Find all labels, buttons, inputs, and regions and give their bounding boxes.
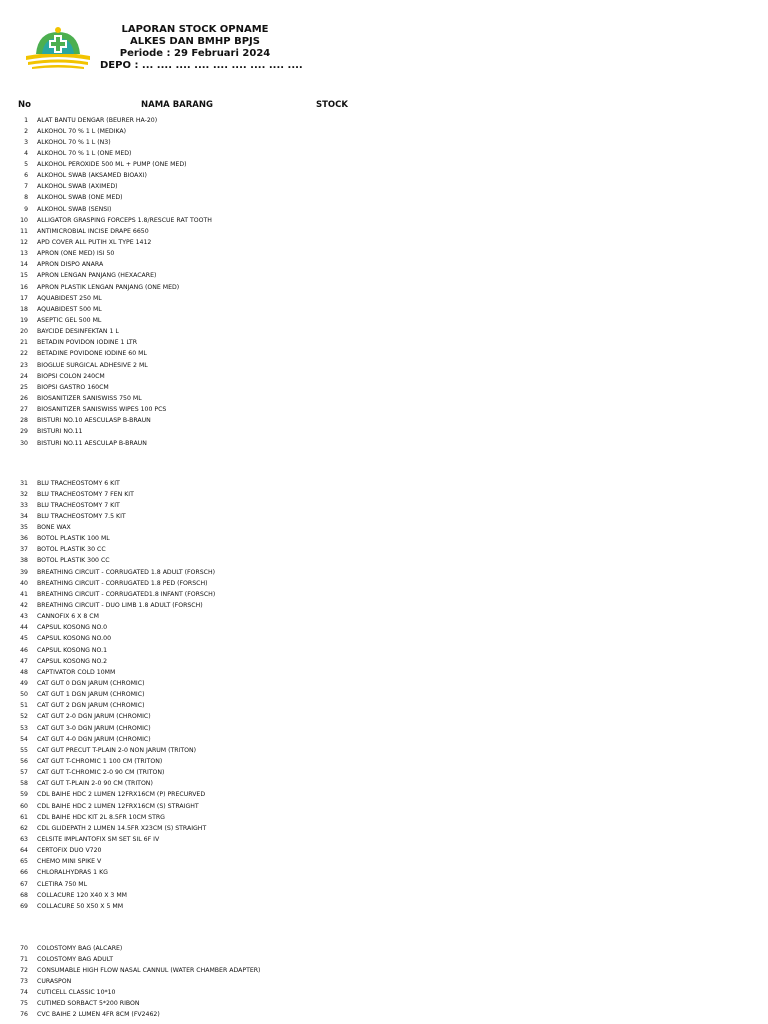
item-name: CAT GUT 0 DGN JARUM (CHROMIC) — [37, 680, 145, 688]
table-row — [0, 326, 768, 337]
item-name: CLETIRA 750 ML — [37, 880, 88, 888]
item-name: CAT GUT T-CHROMIC 1 100 CM (TRITON) — [37, 758, 163, 766]
column-header-no: No — [18, 100, 31, 110]
item-name: ALKOHOL SWAB (AXIMED) — [37, 183, 118, 191]
item-name: ANTIMICROBIAL INCISE DRAPE 6650 — [37, 227, 149, 235]
row-number: 52 — [20, 713, 28, 721]
table-row — [0, 282, 768, 293]
row-number: 36 — [20, 535, 28, 543]
table-row — [0, 159, 768, 170]
row-number: 73 — [20, 977, 28, 985]
row-number: 55 — [20, 746, 28, 754]
table-row — [0, 522, 768, 533]
row-number: 59 — [20, 791, 28, 799]
item-name: BLU TRACHEOSTOMY 7.5 KIT — [37, 512, 126, 520]
item-name: APRON LENGAN PANJANG (HEXACARE) — [37, 272, 157, 280]
row-number: 42 — [20, 602, 28, 610]
item-name: CDL GLIDEPATH 2 LUMEN 14.5FR X23CM (S) STRAIGHT — [37, 824, 207, 832]
table-row — [0, 689, 768, 700]
table-row — [0, 404, 768, 415]
item-name: CAPTIVATOR COLD 10MM — [37, 668, 116, 676]
row-number: 44 — [20, 624, 28, 632]
table-row — [0, 126, 768, 137]
row-number: 26 — [20, 395, 28, 403]
item-name: CUTIMED SORBACT 5*200 RIBON — [37, 1000, 140, 1008]
row-number: 61 — [20, 813, 28, 821]
row-number: 57 — [20, 769, 28, 777]
table-row — [0, 633, 768, 644]
row-number: 15 — [20, 272, 28, 280]
item-name: ALKOHOL PEROXIDE 500 ML + PUMP (ONE MED) — [37, 161, 187, 169]
item-name: CAPSUL KOSONG NO.2 — [37, 657, 108, 665]
table-row — [0, 976, 768, 987]
item-name: BISTURI NO.10 AESCULASP B-BRAUN — [37, 417, 151, 425]
row-number: 21 — [20, 339, 28, 347]
item-name: BISTURI NO.11 AESCULAP B-BRAUN — [37, 439, 147, 447]
item-name: BREATHING CIRCUIT - CORRUGATED 1.8 PED (FORSCH) — [37, 579, 208, 587]
item-name: ALAT BANTU DENGAR (BEURER HA-20) — [37, 116, 158, 124]
item-name: BISTURI NO.11 — [37, 428, 83, 436]
table-row — [0, 890, 768, 901]
report-title: LAPORAN STOCK OPNAME — [121, 24, 269, 35]
item-name: APRON PLASTIK LENGAN PANJANG (ONE MED) — [37, 283, 180, 291]
row-number: 8 — [24, 194, 28, 202]
item-name: BAYCIDE DESINFEKTAN 1 L — [37, 328, 119, 336]
item-name: BETADINE POVIDONE IODINE 60 ML — [37, 350, 147, 358]
row-number: 54 — [20, 735, 28, 743]
item-name: BREATHING CIRCUIT - CORRUGATED1.8 INFANT (FORSCH) — [37, 590, 216, 598]
item-name: CDL BAIHE HDC KIT 2L 8.5FR 10CM STRG — [37, 813, 165, 821]
row-number: 67 — [20, 880, 28, 888]
table-row — [0, 315, 768, 326]
table-row — [0, 337, 768, 348]
item-name: CONSUMABLE HIGH FLOW NASAL CANNUL (WATER CHAMBER ADAPTER) — [37, 966, 261, 974]
row-number: 35 — [20, 524, 28, 532]
row-number: 39 — [20, 568, 28, 576]
item-name: CAT GUT 2-0 DGN JARUM (CHROMIC) — [37, 713, 151, 721]
table-row — [0, 954, 768, 965]
row-number: 74 — [20, 989, 28, 997]
item-name: ALKOHOL SWAB (SENSI) — [37, 205, 112, 213]
item-name: ALLIGATOR GRASPING FORCEPS 1.8/RESCUE RAT TOOTH — [37, 216, 212, 224]
table-row — [0, 823, 768, 834]
item-name: CERTOFIX DUO V720 — [37, 847, 102, 855]
row-number: 17 — [20, 294, 28, 302]
item-name: BIOSANITIZER SANISWISS WIPES 100 PCS — [37, 406, 167, 414]
row-number: 11 — [20, 227, 28, 235]
item-name: APRON (ONE MED) ISI 50 — [37, 250, 115, 258]
column-header-stock: STOCK — [316, 100, 348, 110]
row-number: 6 — [24, 172, 28, 180]
item-name: CUTICELL CLASSIC 10*10 — [37, 989, 116, 997]
table-row — [0, 812, 768, 823]
row-number: 4 — [24, 149, 28, 157]
row-number: 30 — [20, 439, 28, 447]
item-name: BETADIN POVIDON IODINE 1 LTR — [37, 339, 138, 347]
item-name: BLU TRACHEOSTOMY 6 KIT — [37, 479, 120, 487]
table-row — [0, 270, 768, 281]
table-row — [0, 879, 768, 890]
row-number: 66 — [20, 869, 28, 877]
item-name: CAT GUT T-CHROMIC 2-0 90 CM (TRITON) — [37, 769, 165, 777]
item-name: CVC BAIHE 2 LUMEN 4FR 8CM (FV2462) — [37, 1011, 160, 1019]
table-row — [0, 700, 768, 711]
table-row — [0, 998, 768, 1009]
item-name: CAT GUT 3-0 DGN JARUM (CHROMIC) — [37, 724, 151, 732]
row-number: 31 — [20, 479, 28, 487]
table-row — [0, 426, 768, 437]
table-row — [0, 181, 768, 192]
item-name: CANNOFIX 6 X 8 CM — [37, 613, 99, 621]
table-row — [0, 248, 768, 259]
row-number: 75 — [20, 1000, 28, 1008]
row-number: 41 — [20, 590, 28, 598]
table-row — [0, 137, 768, 148]
table-row — [0, 382, 768, 393]
item-name: COLOSTOMY BAG (ALCARE) — [37, 944, 123, 952]
item-name: APD COVER ALL PUTIH XL TYPE 1412 — [37, 239, 152, 247]
item-name: BIOPSI COLON 240CM — [37, 372, 105, 380]
item-name: BREATHING CIRCUIT - CORRUGATED 1.8 ADULT (FORSCH) — [37, 568, 216, 576]
row-number: 9 — [24, 205, 28, 213]
item-name: CURASPON — [37, 977, 72, 985]
row-number: 72 — [20, 966, 28, 974]
item-name: ALKOHOL SWAB (ONE MED) — [37, 194, 123, 202]
row-number: 62 — [20, 824, 28, 832]
row-number: 48 — [20, 668, 28, 676]
row-number: 3 — [24, 138, 28, 146]
row-number: 5 — [24, 161, 28, 169]
table-row — [0, 834, 768, 845]
hospital-logo-icon — [24, 26, 92, 72]
row-number: 70 — [20, 944, 28, 952]
table-row — [0, 393, 768, 404]
item-name: CAPSUL KOSONG NO.1 — [37, 646, 108, 654]
row-number: 38 — [20, 557, 28, 565]
item-name: ALKOHOL SWAB (AKSAMED BIOAXI) — [37, 172, 147, 180]
row-number: 19 — [20, 317, 28, 325]
row-number: 49 — [20, 680, 28, 688]
table-row — [0, 578, 768, 589]
item-name: CAT GUT PRECUT T-PLAIN 2-0 NON JARUM (TRITON) — [37, 746, 197, 754]
table-row — [0, 656, 768, 667]
item-name: AQUABIDEST 250 ML — [37, 294, 102, 302]
row-number: 68 — [20, 891, 28, 899]
table-row — [0, 478, 768, 489]
row-number: 50 — [20, 691, 28, 699]
report-logo — [24, 26, 92, 72]
row-number: 16 — [20, 283, 28, 291]
table-row — [0, 778, 768, 789]
row-number: 14 — [20, 261, 28, 269]
row-number: 45 — [20, 635, 28, 643]
table-row — [0, 600, 768, 611]
row-number: 32 — [20, 490, 28, 498]
table-row — [0, 867, 768, 878]
table-row — [0, 943, 768, 954]
table-row — [0, 438, 768, 449]
table-row — [0, 304, 768, 315]
table-row — [0, 622, 768, 633]
table-row — [0, 115, 768, 126]
row-number: 65 — [20, 858, 28, 866]
table-row — [0, 259, 768, 270]
item-name: CDL BAIHE HDC 2 LUMEN 12FRX16CM (S) STRAIGHT — [37, 802, 199, 810]
table-row — [0, 555, 768, 566]
report-period: Periode : 29 Februari 2024 — [119, 48, 271, 59]
item-name: CDL BAIHE HDC 2 LUMEN 12FRX16CM (P) PRECURVED — [37, 791, 206, 799]
item-name: BLU TRACHEOSTOMY 7 FEN KIT — [37, 490, 134, 498]
table-row — [0, 645, 768, 656]
row-number: 71 — [20, 955, 28, 963]
item-name: APRON DISPO ANARA — [37, 261, 104, 269]
item-name: CAT GUT 1 DGN JARUM (CHROMIC) — [37, 691, 145, 699]
item-name: AQUABIDEST 500 ML — [37, 305, 102, 313]
item-name: CHLORALHYDRAS 1 KG — [37, 869, 108, 877]
row-number: 76 — [20, 1011, 28, 1019]
row-number: 56 — [20, 758, 28, 766]
row-number: 27 — [20, 406, 28, 414]
row-number: 12 — [20, 239, 28, 247]
item-name: COLLACURE 50 X50 X 5 MM — [37, 902, 124, 910]
table-row — [0, 965, 768, 976]
table-row — [0, 489, 768, 500]
item-name: CAPSUL KOSONG NO.0 — [37, 624, 108, 632]
table-row — [0, 723, 768, 734]
table-row — [0, 589, 768, 600]
row-number: 7 — [24, 183, 28, 191]
table-row — [0, 767, 768, 778]
table-row — [0, 500, 768, 511]
table-row — [0, 371, 768, 382]
item-name: BOTOL PLASTIK 100 ML — [37, 535, 110, 543]
row-number: 37 — [20, 546, 28, 554]
table-row — [0, 611, 768, 622]
row-number: 24 — [20, 372, 28, 380]
table-row — [0, 901, 768, 912]
row-number: 64 — [20, 847, 28, 855]
table-row — [0, 533, 768, 544]
item-name: BIOPSI GASTRO 160CM — [37, 383, 109, 391]
table-row — [0, 215, 768, 226]
row-number: 25 — [20, 383, 28, 391]
item-name: BLU TRACHEOSTOMY 7 KIT — [37, 501, 120, 509]
table-row — [0, 845, 768, 856]
item-name: ASEPTIC GEL 500 ML — [37, 317, 102, 325]
item-name: CAPSUL KOSONG NO.00 — [37, 635, 112, 643]
item-name: BIOSANITIZER SANISWISS 750 ML — [37, 395, 142, 403]
item-group-1 — [0, 115, 768, 449]
item-name: ALKOHOL 70 % 1 L (ONE MED) — [37, 149, 132, 157]
row-number: 63 — [20, 836, 28, 843]
column-header-name: NAMA BARANG — [141, 100, 213, 110]
row-number: 46 — [20, 646, 28, 654]
row-number: 1 — [24, 116, 28, 124]
table-row — [0, 734, 768, 745]
item-name: BIOGLUE SURGICAL ADHESIVE 2 ML — [37, 361, 148, 369]
report-subtitle: ALKES DAN BMHP BPJS — [130, 36, 260, 47]
table-row — [0, 237, 768, 248]
item-name: CHEMO MINI SPIKE V — [37, 858, 102, 866]
row-number: 58 — [20, 780, 28, 788]
row-number: 33 — [20, 501, 28, 509]
table-row — [0, 789, 768, 800]
row-number: 22 — [20, 350, 28, 358]
item-name: COLOSTOMY BAG ADULT — [37, 955, 113, 963]
row-number: 18 — [20, 305, 28, 313]
table-row — [0, 756, 768, 767]
table-row — [0, 711, 768, 722]
table-row — [0, 678, 768, 689]
item-group-3 — [0, 943, 768, 1021]
row-number: 28 — [20, 417, 28, 425]
table-row — [0, 192, 768, 203]
table-row — [0, 1009, 768, 1020]
report-depo: DEPO : ... .... .... .... .... .... .... .... .... — [100, 60, 303, 71]
item-name: BREATHING CIRCUIT - DUO LIMB 1.8 ADULT (FORSCH) — [37, 602, 203, 610]
row-number: 53 — [20, 724, 28, 732]
table-row — [0, 360, 768, 371]
item-name: CELSITE IMPLANTOFIX SM SET SIL 6F IV — [37, 836, 160, 843]
row-number: 47 — [20, 657, 28, 665]
row-number: 20 — [20, 328, 28, 336]
table-row — [0, 745, 768, 756]
table-row — [0, 148, 768, 159]
item-group-2 — [0, 478, 768, 912]
item-name: BONE WAX — [37, 524, 71, 532]
row-number: 60 — [20, 802, 28, 810]
report-title-block — [100, 24, 303, 72]
row-number: 2 — [24, 127, 28, 135]
table-row — [0, 204, 768, 215]
row-number: 23 — [20, 361, 28, 369]
item-name: COLLACURE 120 X40 X 3 MM — [37, 891, 128, 899]
item-name: CAT GUT 4-0 DGN JARUM (CHROMIC) — [37, 735, 151, 743]
item-name: BOTOL PLASTIK 30 CC — [37, 546, 106, 554]
table-row — [0, 170, 768, 181]
table-row — [0, 801, 768, 812]
table-row — [0, 415, 768, 426]
row-number: 10 — [20, 216, 28, 224]
row-number: 43 — [20, 613, 28, 621]
table-row — [0, 226, 768, 237]
item-name: CAT GUT T-PLAIN 2-0 90 CM (TRITON) — [37, 780, 153, 788]
row-number: 13 — [20, 250, 28, 258]
row-number: 40 — [20, 579, 28, 587]
item-name: ALKOHOL 70 % 1 L (MEDIKA) — [37, 127, 127, 135]
item-name: CAT GUT 2 DGN JARUM (CHROMIC) — [37, 702, 145, 710]
table-row — [0, 856, 768, 867]
table-row — [0, 987, 768, 998]
table-row — [0, 293, 768, 304]
table-row — [0, 511, 768, 522]
row-number: 51 — [20, 702, 28, 710]
item-name: ALKOHOL 70 % 1 L (N3) — [37, 138, 111, 146]
row-number: 34 — [20, 512, 28, 520]
item-name: BOTOL PLASTIK 300 CC — [37, 557, 110, 565]
table-row — [0, 348, 768, 359]
row-number: 69 — [20, 902, 28, 910]
table-row — [0, 567, 768, 578]
row-number: 29 — [20, 428, 28, 436]
table-row — [0, 667, 768, 678]
table-row — [0, 544, 768, 555]
